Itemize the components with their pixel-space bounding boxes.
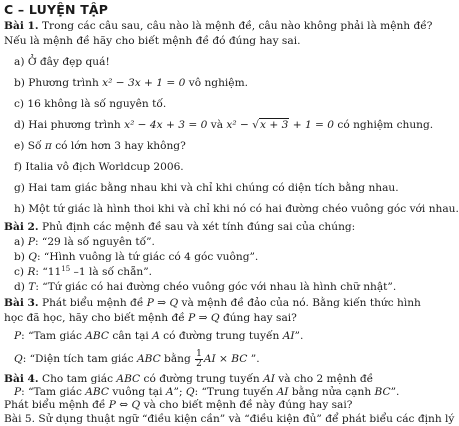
bai4-label: Bài 4. [4, 373, 39, 385]
bai4-question: Phát biểu mệnh đề P ⇔ Q và cho biết mệnh đề này đúng hay sai? [4, 399, 353, 411]
bai1-item-c: c) 16 không là số nguyên tố. [14, 98, 167, 110]
bai2-item-d: d) T: “Tứ giác có hai đường chéo vuông góc với nhau là hình chữ nhật”. [14, 281, 397, 293]
bai5-partial-line: Bài 5. Sử dụng thuật ngữ “điều kiện cần” và “điều kiện đủ” để phát biểu các định lý [4, 413, 455, 425]
fraction-one-half: $\frac{1}{2}$ [196, 348, 202, 369]
bai1-item-a: a) Ở đây đẹp quá! [14, 56, 110, 68]
bai3-statement-p: P: “Tam giác ABC cân tại A có đường trung tuyến AI”. [14, 330, 304, 342]
bai3-prompt-line2: học đã học, hãy cho biết mệnh đề P ⇒ Q đúng hay sai? [4, 312, 297, 324]
bai3-prompt-line1: Bài 3. Phát biểu mệnh đề P ⇒ Q và mệnh đề đảo của nó. Bằng kiến thức hình [4, 297, 421, 309]
bai1-item-e: e) Số π có lớn hơn 3 hay không? [14, 140, 186, 152]
bai1-item-d: d) Hai phương trình x² − 4x + 3 = 0 và x² − √x + 3 + 1 = 0 có nghiệm chung. [14, 119, 434, 131]
bai1-label: Bài 1. [4, 20, 39, 32]
bai2-item-b: b) Q: “Hình vuông là tứ giác có 4 góc vuông”. [14, 251, 259, 263]
bai2-item-c: c) R: “$11^{15}$ –1 là số chẵn”. [14, 265, 152, 278]
bai1-item-h: h) Một tứ giác là hình thoi khi và chỉ khi nó có hai đường chéo vuông góc với nhau. [14, 203, 459, 215]
bai3-label: Bài 3. [4, 297, 39, 309]
bai1-item-b: b) Phương trình x² − 3x + 1 = 0 vô nghiệm. [14, 77, 248, 89]
equation-b: x² − 3x + 1 = 0 [102, 77, 186, 89]
bai2-prompt: Bài 2. Phủ định các mệnh đề sau và xét tính đúng sai của chúng: [4, 221, 356, 233]
exponent: 15 [61, 265, 71, 273]
bai1-item-g: g) Hai tam giác bằng nhau khi và chỉ khi chúng có diện tích bằng nhau. [14, 182, 399, 194]
bai1-prompt-line2: Nếu là mệnh đề hãy cho biết mệnh đề đó đúng hay sai. [4, 35, 301, 47]
bai3-statement-q: Q: “Diện tích tam giác ABC bằng $\frac{1}{2}$ AI × BC ”. [14, 348, 260, 369]
equation-d1: x² − 4x + 3 = 0 [124, 119, 208, 131]
pi-symbol: π [44, 140, 52, 152]
bai2-item-a: a) P: “29 là số nguyên tố”. [14, 236, 155, 248]
bai4-statements: P: “Tam giác ABC vuông tại A”; Q: “Trung tuyến AI bằng nửa cạnh BC”. [14, 386, 400, 398]
bai2-label: Bài 2. [4, 221, 39, 233]
section-heading: C – LUYỆN TẬP [4, 2, 109, 17]
bai1-item-f: f) Italia vô địch Worldcup 2006. [14, 161, 184, 173]
sqrt-content: x + 3 [260, 119, 289, 131]
bai4-prompt: Bài 4. Cho tam giác ABC có đường trung tuyến AI và cho 2 mệnh đề [4, 373, 374, 385]
bai1-prompt-line1: Bài 1. Trong các câu sau, câu nào là mệnh đề, câu nào không phải là mệnh đề? [4, 20, 433, 32]
sqrt-symbol: √ [252, 119, 259, 131]
